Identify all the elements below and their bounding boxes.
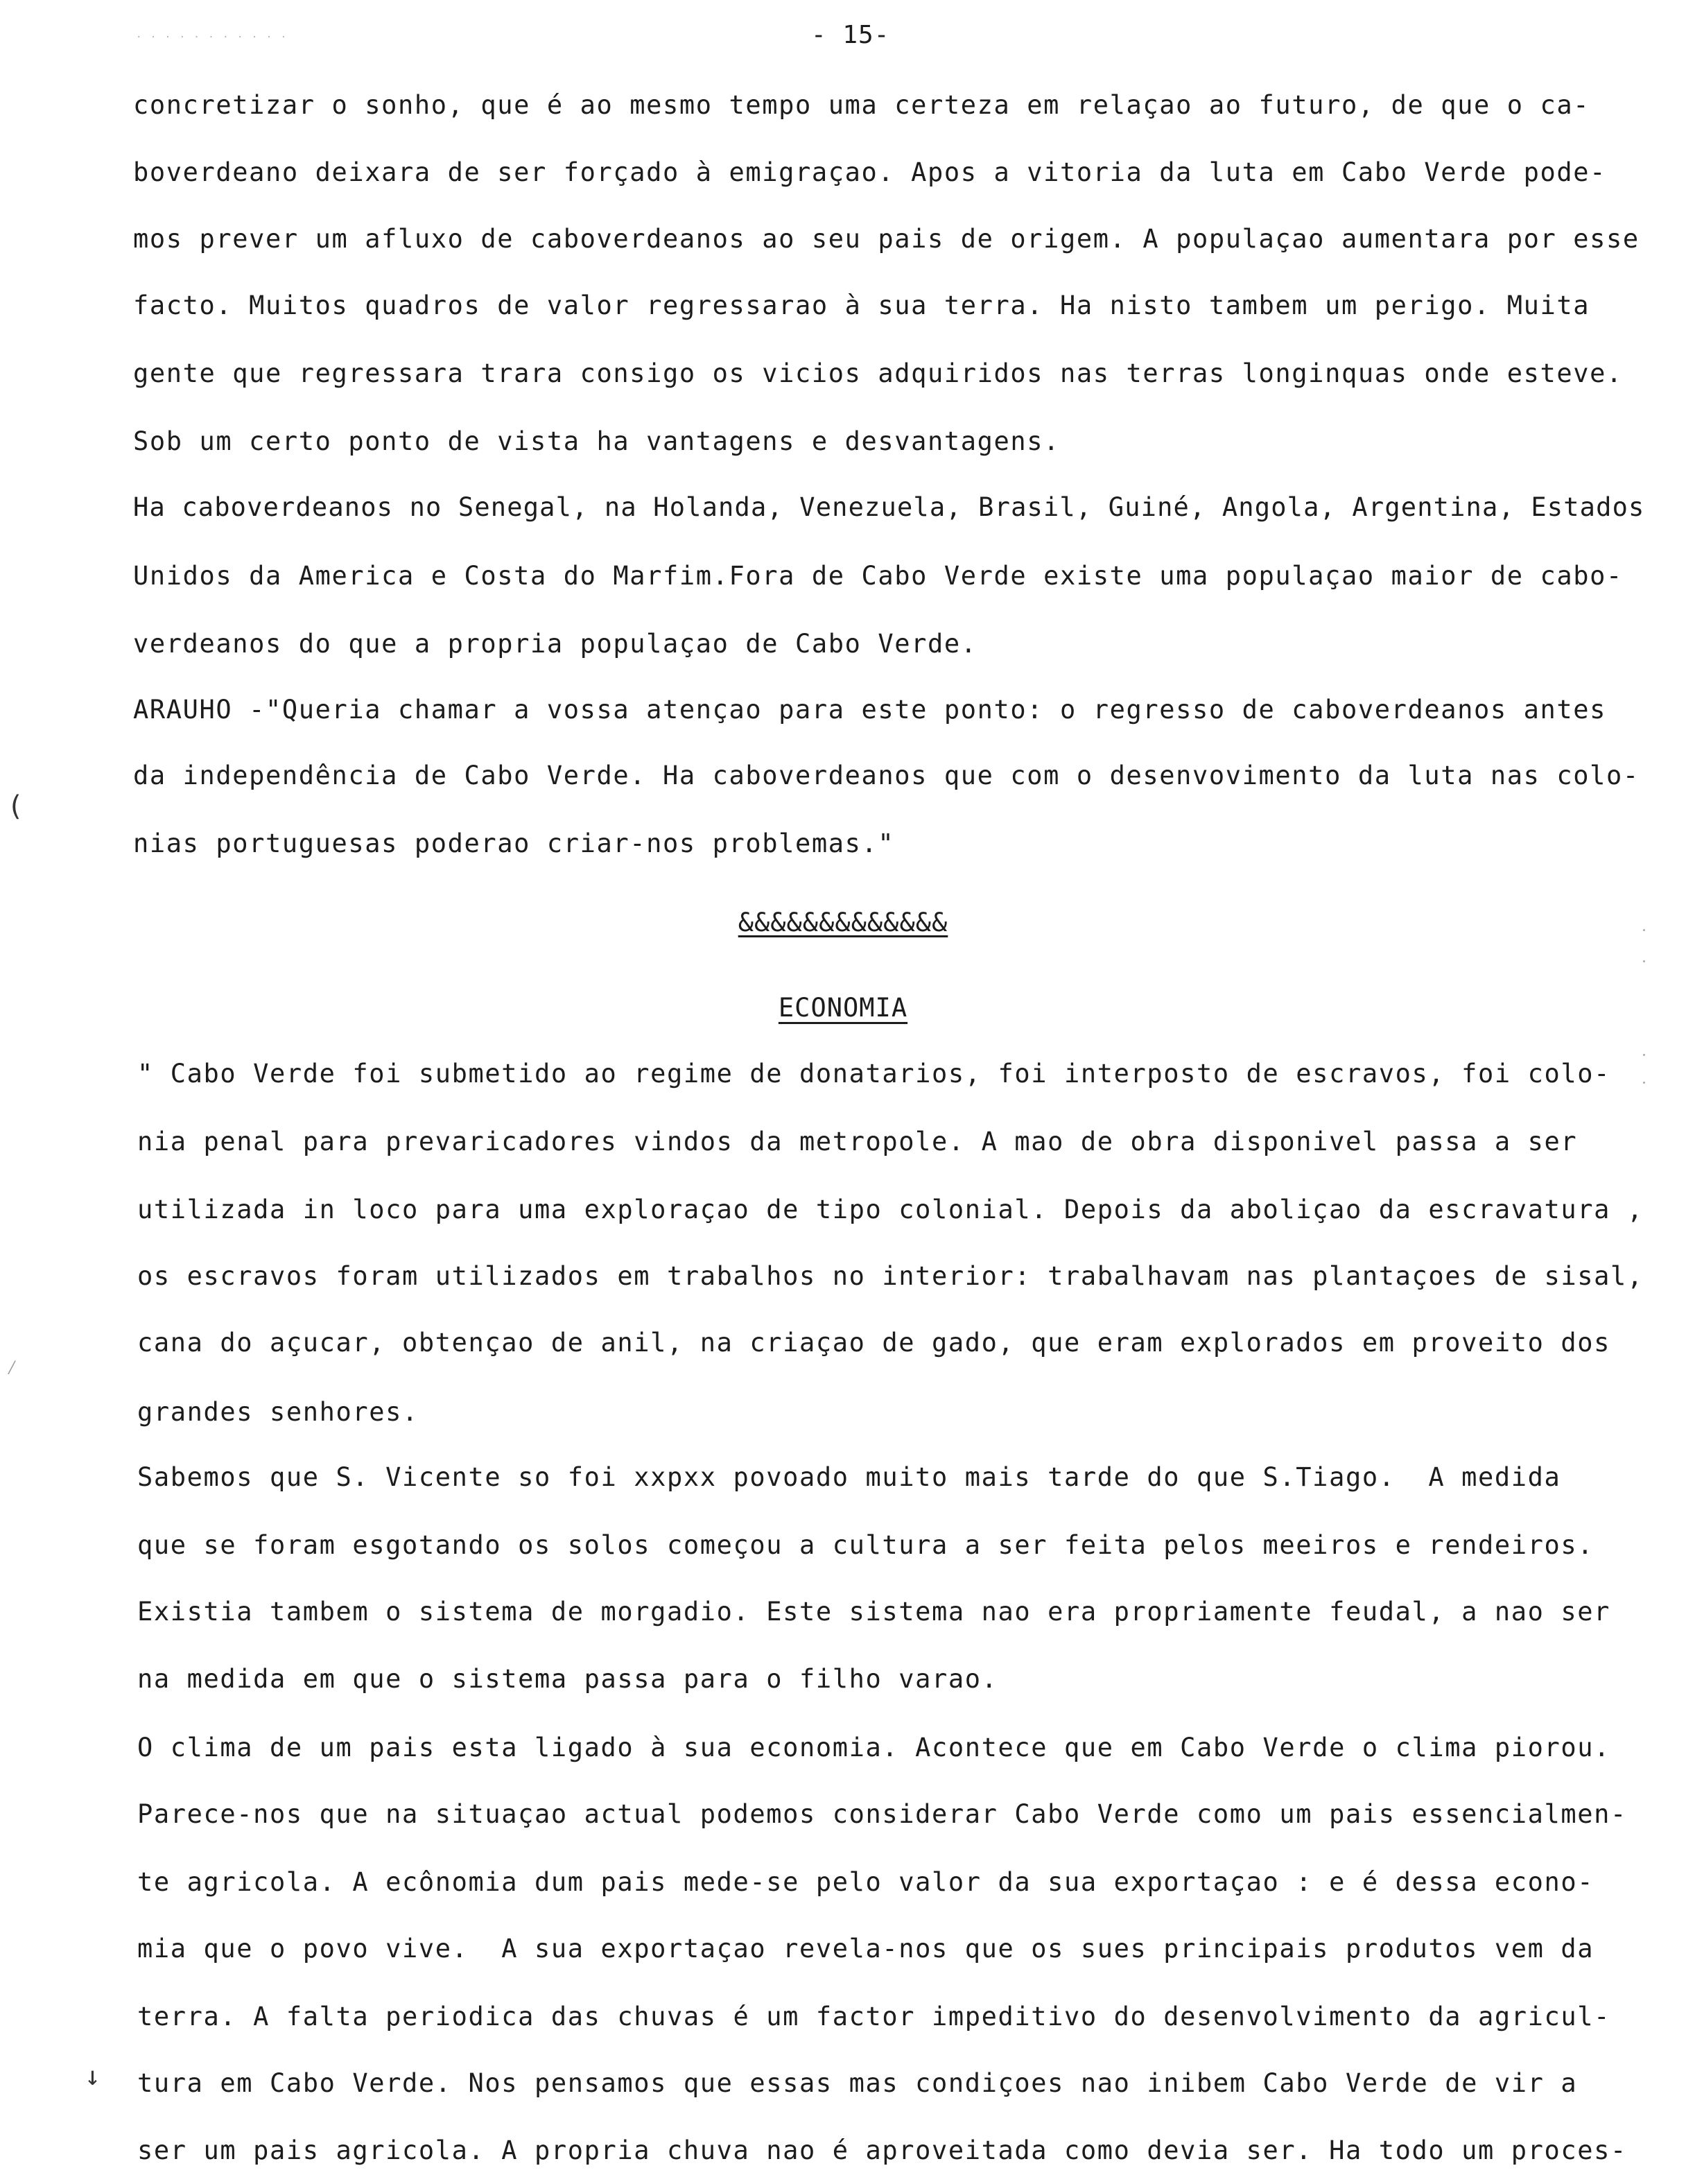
text-line: Sabemos que S. Vicente so foi xxpxx povoado muito mais tarde do que S.Tiago. A medida (137, 1462, 1561, 1492)
text-line: terra. A falta periodica das chuvas é um factor impeditivo do desenvolvimento da agricul- (137, 2002, 1610, 2031)
text-line: grandes senhores. (137, 1397, 419, 1427)
text-line: os escravos foram utilizados em trabalhos no interior: trabalhavam nas plantaçoes de sisal, (137, 1261, 1644, 1291)
margin-arrow-mark: ↓ (85, 2061, 101, 2091)
text-line: facto. Muitos quadros de valor regressarao à sua terra. Ha nisto tambem um perigo. Muita (133, 291, 1590, 320)
text-line: mia que o povo vive. A sua exportaçao revela-nos que os sues principais produtos vem da (137, 1934, 1594, 1964)
text-line: ARAUHO -"Queria chamar a vossa atençao para este ponto: o regresso de caboverdeanos antes (133, 695, 1606, 725)
text-line: cana do açucar, obtençao de anil, na criaçao de gado, que eram explorados em proveito dos (137, 1328, 1610, 1358)
page-number: - 15- (811, 21, 890, 49)
text-line: boverdeano deixara de ser forçado à emigraçao. Apos a vitoria da luta em Cabo Verde pode- (133, 157, 1606, 187)
text-line: Sob um certo ponto de vista ha vantagens e desvantagens. (133, 426, 1061, 456)
text-line: " Cabo Verde foi submetido ao regime de donatarios, foi interposto de escravos, foi colo- (137, 1059, 1610, 1089)
text-line: Parece-nos que na situaçao actual podemos considerar Cabo Verde como um pais essencialmen- (137, 1799, 1627, 1829)
section-separator: &&&&&&&&&&&&& (738, 908, 948, 937)
corner-mark: · · · · · · · · · · · (136, 32, 288, 43)
section-heading: ECONOMIA (778, 993, 908, 1023)
margin-slash-mark: ⁄ (6, 1355, 19, 1380)
margin-bracket-mark: ( (7, 790, 24, 822)
text-line: tura em Cabo Verde. Nos pensamos que essas mas condiçoes nao inibem Cabo Verde de vir a (137, 2068, 1578, 2098)
text-line: verdeanos do que a propria populaçao de Cabo Verde. (133, 629, 977, 659)
text-line: ser um pais agricola. A propria chuva nao é aproveitada como devia ser. Ha todo um proces- (137, 2135, 1627, 2165)
margin-tick (1643, 1082, 1645, 1084)
text-line: Existia tambem o sistema de morgadio. Este sistema nao era propriamente feudal, a nao ser (137, 1597, 1610, 1627)
text-line: da independência de Cabo Verde. Ha caboverdeanos que com o desenvovimento da luta nas colo- (133, 761, 1640, 790)
text-line: nias portuguesas poderao criar-nos problemas." (133, 829, 895, 858)
text-line: mos prever um afluxo de caboverdeanos ao seu pais de origem. A populaçao aumentara por esse (133, 224, 1640, 254)
margin-tick (1643, 960, 1645, 962)
text-line: Ha caboverdeanos no Senegal, na Holanda, Venezuela, Brasil, Guiné, Angola, Argentina, Estados (133, 492, 1645, 522)
text-line: utilizada in loco para uma exploraçao de tipo colonial. Depois da aboliçao da escravatura , (137, 1195, 1644, 1224)
text-line: na medida em que o sistema passa para o filho varao. (137, 1664, 998, 1694)
text-line: O clima de um pais esta ligado à sua economia. Acontece que em Cabo Verde o clima piorou. (137, 1733, 1610, 1762)
text-line: te agricola. A ecônomia dum pais mede-se pelo valor da sua exportaçao : e é dessa econo- (137, 1867, 1594, 1897)
text-line: Unidos da America e Costa do Marfim.Fora de Cabo Verde existe uma populaçao maior de cabo- (133, 561, 1623, 591)
text-line: gente que regressara trara consigo os vicios adquiridos nas terras longinquas onde esteve. (133, 358, 1623, 388)
text-line: que se foram esgotando os solos começou a cultura a ser feita pelos meeiros e rendeiros. (137, 1530, 1594, 1560)
margin-tick (1643, 1054, 1645, 1056)
text-line: nia penal para prevaricadores vindos da metropole. A mao de obra disponivel passa a ser (137, 1127, 1578, 1156)
text-line: concretizar o sonho, que é ao mesmo tempo uma certeza em relaçao ao futuro, de que o ca- (133, 90, 1590, 120)
